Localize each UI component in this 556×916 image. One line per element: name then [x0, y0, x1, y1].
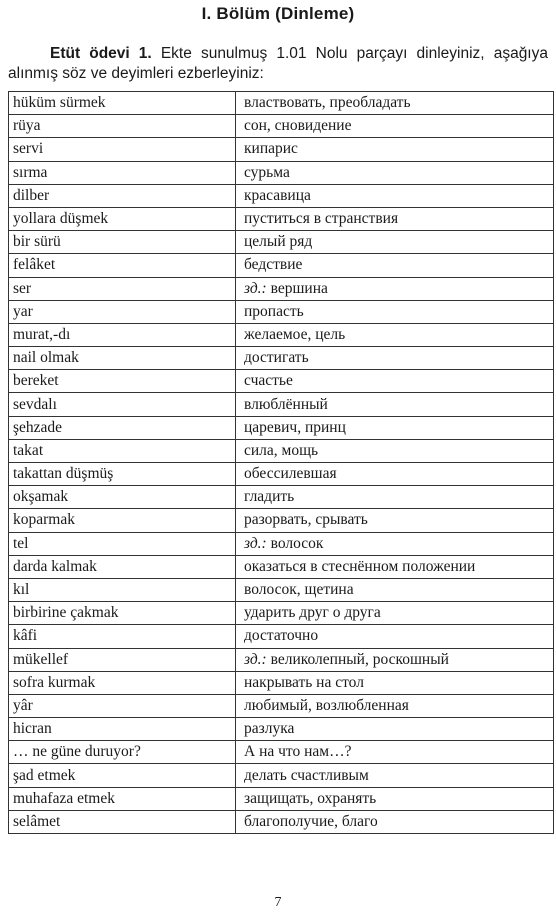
- vocabulary-row: [9, 671, 554, 694]
- turkish-term: tel: [9, 532, 236, 555]
- vocabulary-row: [9, 532, 554, 555]
- turkish-term: yar: [9, 300, 236, 323]
- exercise-label: Etüt ödevi 1.: [50, 45, 152, 62]
- russian-translation-cell: [236, 509, 554, 532]
- russian-translation: бедствие: [244, 256, 303, 274]
- turkish-term: felâket: [9, 254, 236, 277]
- turkish-term: yâr: [9, 694, 236, 717]
- vocabulary-row: [9, 764, 554, 787]
- turkish-term: rüya: [9, 115, 236, 138]
- russian-translation: достигать: [244, 349, 309, 367]
- russian-translation: властвовать, преобладать: [244, 94, 411, 112]
- turkish-term: koparmak: [9, 509, 236, 532]
- russian-translation-cell: [236, 625, 554, 648]
- vocabulary-row: [9, 463, 554, 486]
- russian-translation-cell: [236, 648, 554, 671]
- russian-translation: волосок, щетина: [244, 581, 354, 599]
- russian-translation-cell: [236, 486, 554, 509]
- vocabulary-row: [9, 648, 554, 671]
- turkish-term: takat: [9, 439, 236, 462]
- vocabulary-row: [9, 300, 554, 323]
- russian-translation: А на что нам…?: [244, 743, 352, 761]
- turkish-term: ser: [9, 277, 236, 300]
- russian-translation-cell: [236, 439, 554, 462]
- turkish-term: muhafaza etmek: [9, 787, 236, 810]
- vocabulary-row: [9, 509, 554, 532]
- russian-translation-cell: [236, 254, 554, 277]
- russian-translation: защищать, охранять: [244, 789, 377, 807]
- vocabulary-row: [9, 393, 554, 416]
- russian-translation-cell: [236, 277, 554, 300]
- turkish-term: sevdalı: [9, 393, 236, 416]
- russian-translation: оказаться в стеснённом положении: [244, 557, 476, 575]
- turkish-term: mükellef: [9, 648, 236, 671]
- russian-translation-cell: [236, 138, 554, 161]
- vocabulary-row: [9, 718, 554, 741]
- russian-translation-cell: [236, 694, 554, 717]
- russian-translation-cell: [236, 161, 554, 184]
- vocabulary-row: [9, 184, 554, 207]
- vocabulary-row: [9, 347, 554, 370]
- vocabulary-row: [9, 810, 554, 833]
- russian-translation: пуститься в странствия: [244, 210, 399, 228]
- usage-note: зд.:: [244, 534, 267, 552]
- russian-translation-cell: [236, 393, 554, 416]
- vocabulary-row: [9, 115, 554, 138]
- russian-translation: сурьма: [244, 163, 290, 181]
- russian-translation-cell: [236, 370, 554, 393]
- turkish-term: şad etmek: [9, 764, 236, 787]
- vocabulary-row: [9, 207, 554, 230]
- russian-translation-cell: [236, 671, 554, 694]
- russian-translation: ударить друг о друга: [244, 604, 381, 622]
- russian-translation-cell: [236, 347, 554, 370]
- exercise-text: Ekte sunulmuş 1.01 Nolu parçayı dinleyiniz, aşağıya alınmış söz ve deyimleri ezberleyiniz:: [8, 45, 548, 82]
- vocabulary-row: [9, 370, 554, 393]
- turkish-term: hicran: [9, 718, 236, 741]
- vocabulary-row: [9, 92, 554, 115]
- vocabulary-row: [9, 277, 554, 300]
- russian-translation: благополучие, благо: [244, 812, 378, 830]
- russian-translation: любимый, возлюбленная: [244, 696, 409, 714]
- russian-translation-cell: [236, 787, 554, 810]
- russian-translation: делать счастливым: [244, 766, 369, 784]
- vocabulary-row: [9, 138, 554, 161]
- vocabulary-table: [8, 91, 554, 834]
- usage-note: зд.:: [244, 279, 267, 297]
- russian-translation-cell: [236, 300, 554, 323]
- russian-translation: царевич, принц: [244, 418, 346, 436]
- russian-translation-cell: [236, 741, 554, 764]
- turkish-term: selâmet: [9, 810, 236, 833]
- vocabulary-table-body: [9, 92, 554, 834]
- russian-translation-cell: [236, 578, 554, 601]
- russian-translation: великолепный, роскошный: [266, 650, 449, 668]
- turkish-term: darda kalmak: [9, 555, 236, 578]
- russian-translation: гладить: [244, 488, 295, 506]
- russian-translation-cell: [236, 463, 554, 486]
- turkish-term: birbirine çakmak: [9, 602, 236, 625]
- russian-translation: красавица: [244, 186, 311, 204]
- russian-translation: кипарис: [244, 140, 298, 158]
- vocabulary-row: [9, 787, 554, 810]
- russian-translation-cell: [236, 323, 554, 346]
- turkish-term: yollara düşmek: [9, 207, 236, 230]
- russian-translation-cell: [236, 602, 554, 625]
- russian-translation: волосок: [266, 534, 324, 552]
- russian-translation: достаточно: [244, 627, 319, 645]
- turkish-term: … ne güne duruyor?: [9, 741, 236, 764]
- turkish-term: nail olmak: [9, 347, 236, 370]
- russian-translation: желаемое, цель: [244, 325, 346, 343]
- vocabulary-row: [9, 625, 554, 648]
- turkish-term: kıl: [9, 578, 236, 601]
- turkish-term: murat,-dı: [9, 323, 236, 346]
- turkish-term: bereket: [9, 370, 236, 393]
- page-number: 7: [274, 895, 282, 910]
- turkish-term: hüküm sürmek: [9, 92, 236, 115]
- vocabulary-row: [9, 231, 554, 254]
- vocabulary-row: [9, 555, 554, 578]
- usage-note: зд.:: [244, 650, 267, 668]
- russian-translation: разорвать, срывать: [244, 511, 368, 529]
- russian-translation-cell: [236, 810, 554, 833]
- russian-translation: влюблённый: [244, 395, 328, 413]
- russian-translation-cell: [236, 532, 554, 555]
- russian-translation: вершина: [266, 279, 328, 297]
- turkish-term: bir sürü: [9, 231, 236, 254]
- section-title: I. Bölüm (Dinleme): [201, 4, 355, 23]
- exercise-instruction: [8, 44, 548, 84]
- russian-translation-cell: [236, 718, 554, 741]
- russian-translation-cell: [236, 92, 554, 115]
- russian-translation-cell: [236, 231, 554, 254]
- russian-translation-cell: [236, 555, 554, 578]
- turkish-term: sofra kurmak: [9, 671, 236, 694]
- vocabulary-row: [9, 439, 554, 462]
- russian-translation: целый ряд: [244, 233, 313, 251]
- russian-translation: обессилевшая: [244, 465, 337, 483]
- turkish-term: kâfi: [9, 625, 236, 648]
- russian-translation: счастье: [244, 372, 293, 390]
- turkish-term: sırma: [9, 161, 236, 184]
- russian-translation-cell: [236, 764, 554, 787]
- turkish-term: okşamak: [9, 486, 236, 509]
- russian-translation-cell: [236, 115, 554, 138]
- russian-translation-cell: [236, 184, 554, 207]
- russian-translation: сила, мощь: [244, 441, 319, 459]
- vocabulary-row: [9, 161, 554, 184]
- russian-translation: сон, сновидение: [244, 117, 352, 135]
- vocabulary-row: [9, 694, 554, 717]
- vocabulary-row: [9, 416, 554, 439]
- turkish-term: şehzade: [9, 416, 236, 439]
- vocabulary-row: [9, 741, 554, 764]
- turkish-term: takattan düşmüş: [9, 463, 236, 486]
- vocabulary-row: [9, 254, 554, 277]
- russian-translation: пропасть: [244, 302, 304, 320]
- russian-translation-cell: [236, 416, 554, 439]
- russian-translation-cell: [236, 207, 554, 230]
- vocabulary-row: [9, 602, 554, 625]
- vocabulary-row: [9, 486, 554, 509]
- vocabulary-row: [9, 323, 554, 346]
- turkish-term: dilber: [9, 184, 236, 207]
- turkish-term: servi: [9, 138, 236, 161]
- russian-translation: разлука: [244, 720, 295, 738]
- vocabulary-row: [9, 578, 554, 601]
- russian-translation: накрывать на стол: [244, 673, 364, 691]
